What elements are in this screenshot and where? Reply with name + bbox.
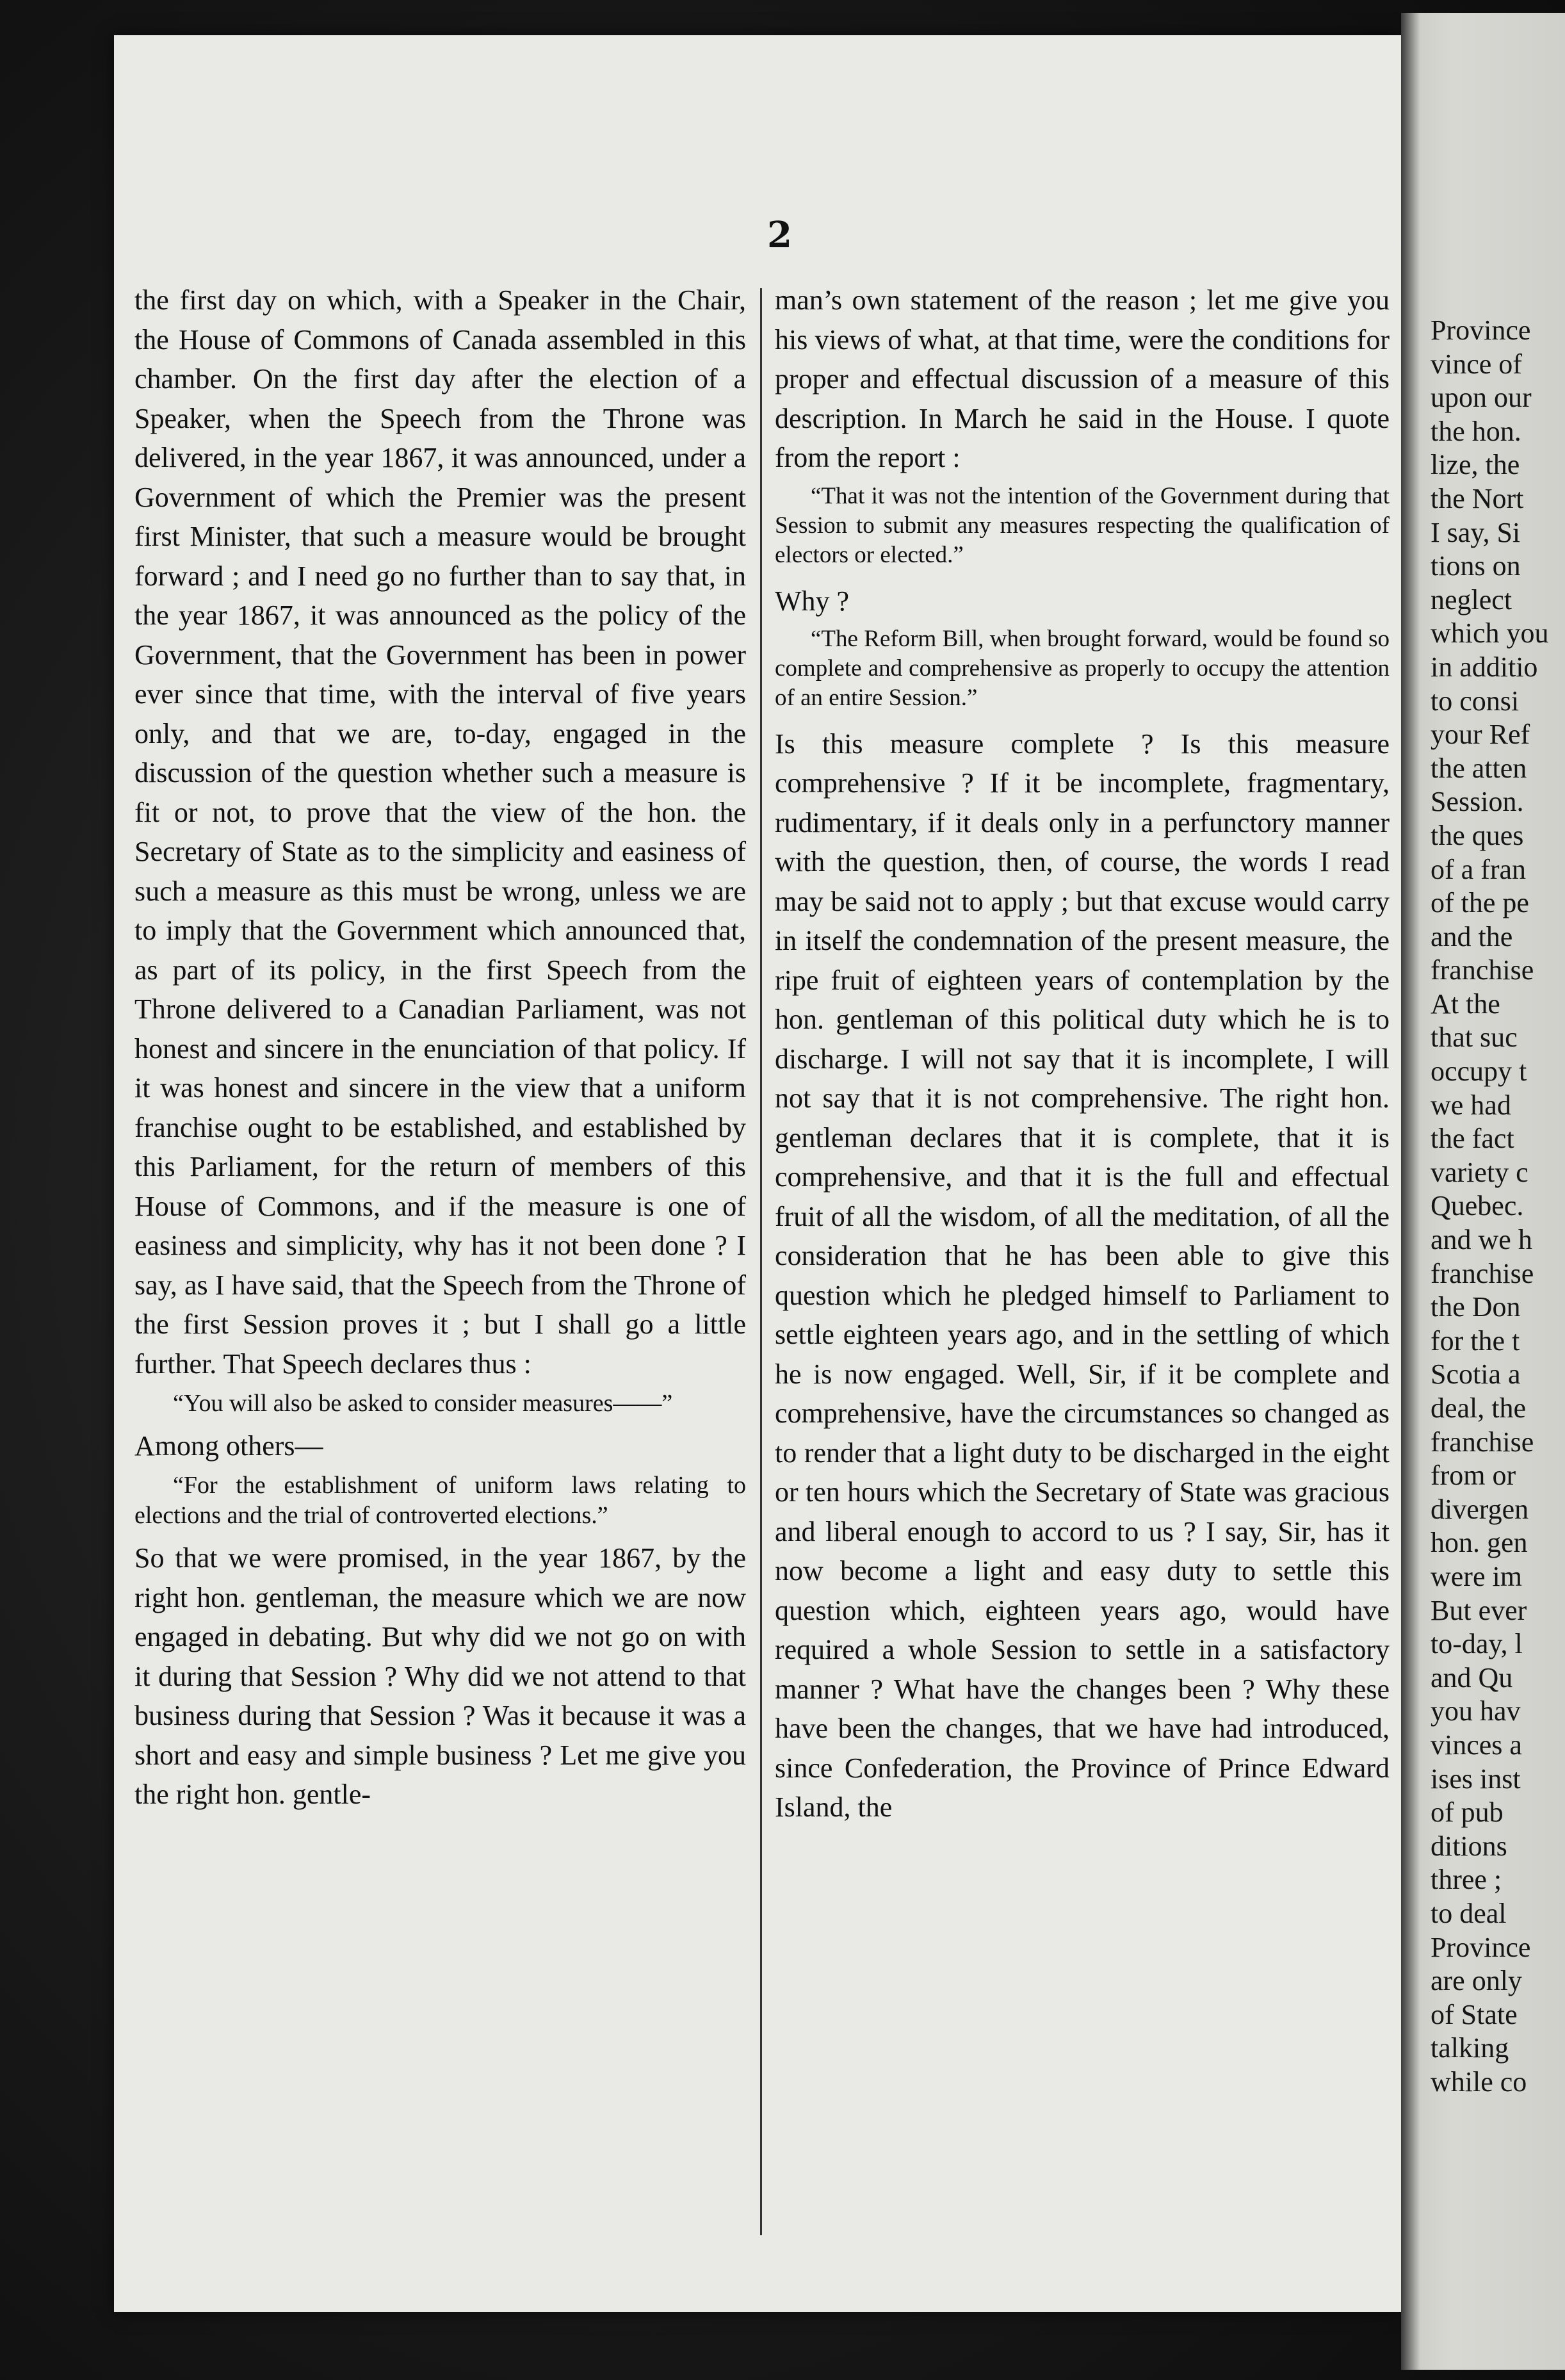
next-page-line: ises inst: [1431, 1763, 1521, 1795]
left-column: [134, 281, 746, 1814]
next-page-line: Province: [1431, 314, 1531, 346]
next-page-line: to-day, l: [1431, 1628, 1523, 1660]
next-page-line: of a fran: [1431, 853, 1527, 885]
next-page-line: of the pe: [1431, 887, 1529, 919]
next-page-line: neglect: [1431, 583, 1512, 615]
next-page-line: the fact: [1431, 1123, 1514, 1155]
next-page-line: But ever: [1431, 1594, 1527, 1626]
next-page-line: to consi: [1431, 685, 1520, 717]
middle-paragraph-1: man’s own statement of the reason ; let me give you his views of what, at that time, were the conditions for proper and effectual discussion of a measure of this description. In March he said in the House. I quote from the report :: [775, 284, 1390, 473]
left-paragraph-1: the first day on which, with a Speaker in the Chair, the House of Commons of Canada assembled in this chamber. On the first day after the election of a Speaker, when the Speech from the Throne was delivered, in the year 1867, it was announced, under a Government of which the Premier was the present first Minister, that such a measure would be brought forward ; and I need go no further than to say that, in the year 1867, it was announced as the policy of the Government, that the Government has been in power ever since that time, with the interval of five years only, and that we are, to-day, engaged in the discussion of the question whether such a measure is fit or not, to prove that the view of the hon. the Secretary of State as to the simplicity and easiness of such a measure as this must be wrong, unless we are to imply that the Government which announced that, as part of its policy, in the first Speech from the Throne delivered to a Canadian Parliament, was not honest and sincere in the enunciation of that policy. If it was honest and sincere in the view that a uniform franchise ought to be established, and established by this Parliament, for the return of members of this House of Commons, and if the measure is one of easiness and simplicity, why has it not been done ? I say, as I have said, that the Speech from the Throne of the first Session proves it ; but I shall go a little further. That Speech declares thus :: [134, 284, 746, 1380]
next-page-line: ditions: [1431, 1830, 1507, 1862]
page-number: 2: [767, 214, 792, 256]
next-page-line: deal, the: [1431, 1392, 1527, 1424]
next-page-line: and the: [1431, 920, 1513, 952]
next-page-line: three ;: [1431, 1864, 1502, 1896]
next-page-line: of pub: [1431, 1797, 1504, 1829]
next-page-line: talking: [1431, 2032, 1509, 2064]
next-page-line: the Nort: [1431, 482, 1524, 514]
next-page-line: and Qu: [1431, 1661, 1513, 1693]
left-paragraph-2: So that we were promised, in the year 1867, by the right hon. gentleman, the measure which we are now engaged in debating. But why did we not go on with it during that Session ? Why did we not attend to that business during that Session ? Was it because it was a short and easy and simple business ? Let me give you the right hon. gentle-: [134, 1542, 746, 1810]
next-page-strip: [1401, 13, 1565, 2370]
column-divider: [760, 288, 762, 2235]
next-page-line: vinces a: [1431, 1729, 1522, 1761]
next-page-line: the ques: [1431, 819, 1524, 851]
next-page-line: in additio: [1431, 651, 1538, 683]
next-page-line: I say, Si: [1431, 516, 1521, 548]
middle-why: Why ?: [775, 585, 850, 617]
next-page-line: franchise: [1431, 1426, 1534, 1458]
next-page-line: the hon.: [1431, 415, 1521, 447]
next-page-line: variety c: [1431, 1156, 1529, 1188]
next-page-line: tions on: [1431, 550, 1521, 582]
next-page-text: [1431, 314, 1565, 2099]
next-page-line: from or: [1431, 1460, 1516, 1492]
next-page-line: the Don: [1431, 1291, 1521, 1323]
next-page-line: Quebec.: [1431, 1190, 1524, 1222]
next-page-line: which you: [1431, 617, 1549, 649]
left-among-others: Among others—: [134, 1430, 323, 1462]
next-page-line: upon our: [1431, 382, 1532, 414]
next-page-line: were im: [1431, 1560, 1522, 1592]
next-page-line: you hav: [1431, 1695, 1521, 1727]
next-page-line: franchise: [1431, 954, 1534, 986]
next-page-line: the atten: [1431, 752, 1527, 784]
next-page-line: lize, the: [1431, 449, 1520, 481]
next-page-line: your Ref: [1431, 719, 1530, 751]
middle-quote-2: “The Reform Bill, when brought forward, would be found so complete and comprehensive as properly to occupy the attention of an entire Session.”: [775, 625, 1390, 711]
next-page-line: for the t: [1431, 1324, 1520, 1357]
middle-column: [775, 281, 1390, 1827]
next-page-line: At the: [1431, 988, 1500, 1020]
next-page-line: to deal: [1431, 1897, 1507, 1929]
next-page-line: that suc: [1431, 1022, 1518, 1054]
next-page-line: Session.: [1431, 786, 1524, 818]
next-page-line: we had: [1431, 1089, 1511, 1121]
left-quote-1: “You will also be asked to consider measures——”: [173, 1390, 673, 1417]
middle-quote-1: “That it was not the intention of the Government during that Session to submit any measures respecting the qualification of electors or elected.”: [775, 482, 1390, 568]
next-page-line: of State: [1431, 1998, 1518, 2030]
next-page-line: occupy t: [1431, 1056, 1527, 1088]
next-page-line: vince of: [1431, 348, 1522, 380]
next-page-line: franchise: [1431, 1257, 1534, 1289]
next-page-line: Scotia a: [1431, 1358, 1521, 1390]
next-page-line: hon. gen: [1431, 1527, 1528, 1559]
next-page-line: divergen: [1431, 1493, 1529, 1525]
next-page-line: while co: [1431, 2066, 1527, 2098]
next-page-line: are only: [1431, 1965, 1522, 1997]
next-page-line: Province: [1431, 1931, 1531, 1963]
left-quote-2: “For the establishment of uniform laws relating to elections and the trial of controverted elections.”: [134, 1472, 746, 1529]
next-page-line: and we h: [1431, 1224, 1532, 1256]
middle-paragraph-2: Is this measure complete ? Is this measure comprehensive ? If it be incomplete, fragmentary, rudimentary, if it deals only in a perfunctory manner with the question, then, of course, the words I read may be said not to apply ; but that excuse would carry in itself the condemnation of the present measure, the ripe fruit of eighteen years of contemplation by the hon. gentleman of this political duty which he is to discharge. I will not say that it is incomplete, I will not say that it is not comprehensive. The right hon. gentleman declares that it is complete, that it is comprehensive, and that it is the full and effectual fruit of all the wisdom, of all the meditation, of all the consideration that he has been able to give this question which he pledged himself to Parliament to settle eighteen years ago, and in the settling of which he is now engaged. Well, Sir, if it be complete and comprehensive, have the circumstances so changed as to render that a light duty to be discharged in the eight or ten hours which the Secretary of State was gracious and liberal enough to accord to us ? I say, Sir, has it now become a light and easy duty to settle this question which, eighteen years ago, would have required a whole Session to settle in a satisfactory manner ? What have the changes been ? Why these have been the changes, that we have had introduced, since Confederation, the Province of Prince Edward Island, the: [775, 728, 1390, 1823]
